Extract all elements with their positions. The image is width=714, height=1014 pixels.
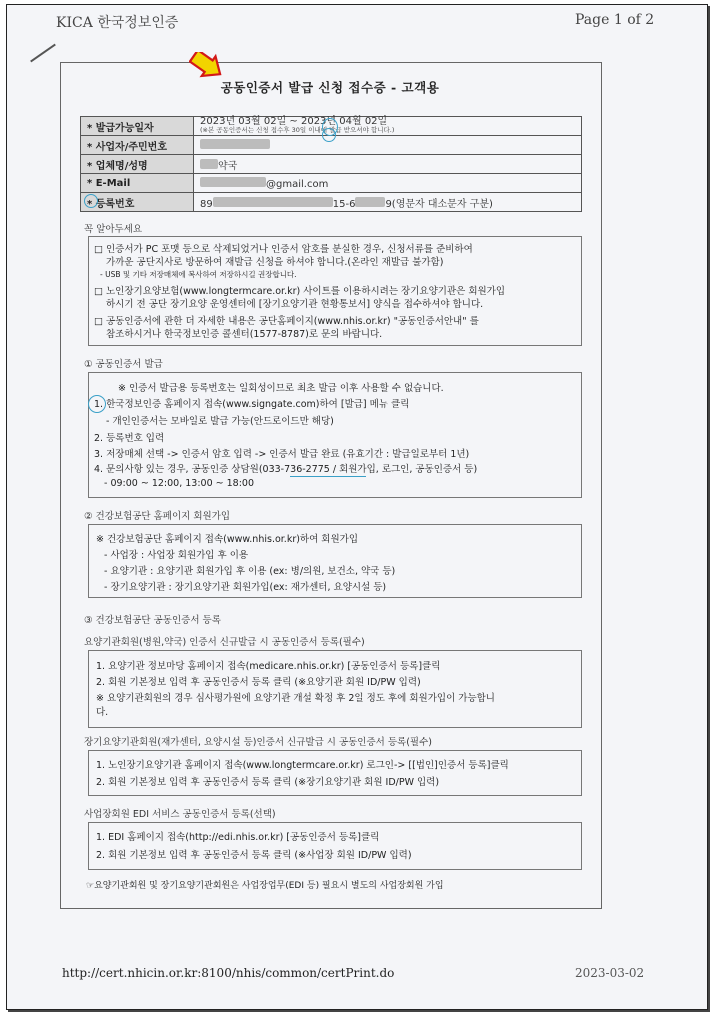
section3-sub2-line: 2. 회원 기본정보 입력 후 공동인증서 등록 클릭 (※장기요양기관 회원 ID/PW 입력): [96, 777, 440, 788]
annotation-circle: [88, 395, 106, 413]
section3-sub1-title: 요양기관회원(병원,약국) 인증서 신규발급 시 공동인증서 등록(필수): [84, 637, 365, 648]
footer-url: http://cert.nhicin.or.kr:8100/nhis/common/certPrint.do: [62, 966, 395, 980]
notice-line: □ 노인장기요양보험(www.longtermcare.or.kr) 사이트를 이용하시려는 장기요양기관은 회원가입: [94, 286, 506, 297]
section1-line: 4. 문의사항 있는 경우, 공동인증 상담원(033-736-2775 / 회원가입, 로그인, 공동인증서 등): [94, 464, 478, 475]
section3-sub1-line: 다.: [96, 707, 109, 718]
issue-date-note: (※본 공동인증서는 신청 접수후 30일 이내에 발급 받으셔야 합니다.): [200, 126, 395, 134]
section1-line: 1. 한국정보인증 홈페이지 접속(www.signgate.com)하여 [발급] 메뉴 클릭: [94, 399, 410, 410]
registration-no-end: 9(영문자 대소문자 구분): [385, 198, 493, 210]
section3-sub3-line: 2. 회원 기본정보 입력 후 공동인증서 등록 클릭 (※사업장 회원 ID/PW 입력): [96, 850, 412, 861]
bottom-note: ☞요양기관회원 및 장기요양기관회원은 사업장업무(EDI 등) 필요시 별도의 사업장회원 가입: [86, 881, 444, 891]
section2-line: - 요양기관 : 요양기관 회원가입 후 이용 (ex: 병/의원, 보건소, 약국 등): [104, 566, 396, 577]
redacted-value: [200, 159, 218, 169]
section3-sub3-line: 1. EDI 홈페이지 접속(http://edi.nhis.or.kr) [공동인증서 등록]클릭: [96, 832, 380, 843]
notice-line: 하시기 전 공단 장기요양 운영센터에 [장기요양기관 현황통보서] 양식을 접수하셔야 합니다.: [106, 299, 484, 310]
header-left: KICA 한국정보인증: [56, 15, 179, 31]
annotation-underline: [290, 476, 366, 477]
registration-no-start: 89: [200, 198, 213, 210]
footer-date: 2023-03-02: [575, 966, 645, 980]
section3-sub1-line: 2. 회원 기본정보 입력 후 공동인증서 등록 클릭 (※요양기관 회원 ID/PW 입력): [96, 677, 421, 688]
company-name-value: 약국: [218, 160, 238, 172]
page-title: 공동인증서 발급 신청 접수증 - 고객용: [220, 80, 440, 95]
redacted-value: [213, 197, 333, 207]
section2-line: ※ 건강보험공단 홈페이지 접속(www.nhis.or.kr)하여 회원가입: [96, 534, 359, 545]
section3-title: ③ 건강보험공단 공동인증서 등록: [84, 615, 221, 626]
issue-date-value: 2023년 03월 02일 ~ 2023년 04월 02일: [200, 116, 388, 127]
section1-title: ① 공동인증서 발급: [84, 359, 163, 370]
section2-title: ② 건강보험공단 홈페이지 회원가입: [84, 511, 231, 522]
section3-sub3-title: 사업장회원 EDI 서비스 공동인증서 등록(선택): [84, 809, 276, 820]
section2-line: - 장기요양기관 : 장기요양기관 회원가입(ex: 재가센터, 요양시설 등): [104, 582, 387, 593]
issue-date-cell: [194, 117, 582, 136]
arrow-pointer-icon: [189, 52, 227, 78]
section1-line: - 개인인증서는 모바일로 발급 가능(안드로이드만 해당): [106, 416, 334, 427]
label-registration-no: * 등록번호: [81, 193, 194, 212]
email-value: @gmail.com: [266, 178, 329, 190]
registration-no-cell: [194, 193, 582, 212]
section3-sub1-line: 1. 요양기관 정보마당 홈페이지 접속(medicare.nhis.or.kr) [공동인증서 등록]클릭: [96, 661, 441, 672]
section3-sub2-title: 장기요양기관회원(재가센터, 요양시설 등)인증서 신규발급 시 공동인증서 등록(필수): [84, 737, 432, 748]
notice-line: □ 공동인증서에 관한 더 자세한 내용은 공단홈페이지(www.nhis.or.kr) "공동인증서안내" 를: [94, 316, 479, 327]
annotation-circle: [322, 128, 336, 142]
label-email: * E-Mail: [81, 174, 194, 193]
section1-line: 2. 등록번호 입력: [94, 433, 165, 444]
section3-sub2-line: 1. 노인장기요양기관 홈페이지 접속(www.longtermcare.or.kr) 로그인-> [[법인]인증서 등록]클릭: [96, 760, 509, 771]
registration-no-mid: 15-6: [332, 198, 356, 210]
company-name-cell: [194, 155, 582, 174]
table-row: [81, 174, 582, 193]
table-row: [81, 193, 582, 212]
section1-line: 3. 저장매체 선택 -> 인증서 암호 입력 -> 인증서 발급 완료 (유효기간 : 발급일로부터 1년): [94, 449, 470, 460]
label-issue-date: * 발급가능일자: [81, 117, 194, 136]
email-cell: [194, 174, 582, 193]
notice-line: 가까운 공단지사로 방문하여 재발급 신청을 하셔야 합니다.(온라인 재발급 불가함): [106, 257, 444, 268]
redacted-value: [200, 139, 270, 149]
redacted-value: [200, 177, 266, 187]
notice-line: 참조하시거나 한국정보인증 콜센터(1577-8787)로 문의 바랍니다.: [106, 329, 383, 340]
table-row: [81, 155, 582, 174]
header-right: Page 1 of 2: [575, 12, 655, 28]
section2-line: - 사업장 : 사업장 회원가입 후 이용: [104, 550, 249, 561]
notice-title: 꼭 알아두세요: [84, 224, 143, 235]
annotation-circle: [84, 194, 98, 208]
label-business-id: * 사업자/주민번호: [81, 136, 194, 155]
section1-line: ※ 인증서 발급용 등록번호는 일회성이므로 최초 발급 이후 사용할 수 없습니다.: [118, 383, 444, 394]
redacted-value: [355, 197, 385, 207]
section3-sub1-line: ※ 요양기관회원의 경우 심사평가원에 요양기관 개설 확정 후 2일 정도 후에 회원가입이 가능합니: [96, 693, 495, 704]
section1-line: - 09:00 ~ 12:00, 13:00 ~ 18:00: [104, 478, 254, 489]
notice-line: □ 인증서가 PC 포맷 등으로 삭제되었거나 인증서 암호를 분실한 경우, 신청서류를 준비하여: [94, 244, 473, 255]
notice-line: - USB 및 기타 저장매체에 복사하여 저장하시길 권장합니다.: [100, 270, 297, 279]
business-id-cell: [194, 136, 582, 155]
label-company-name: * 업체명/성명: [81, 155, 194, 174]
